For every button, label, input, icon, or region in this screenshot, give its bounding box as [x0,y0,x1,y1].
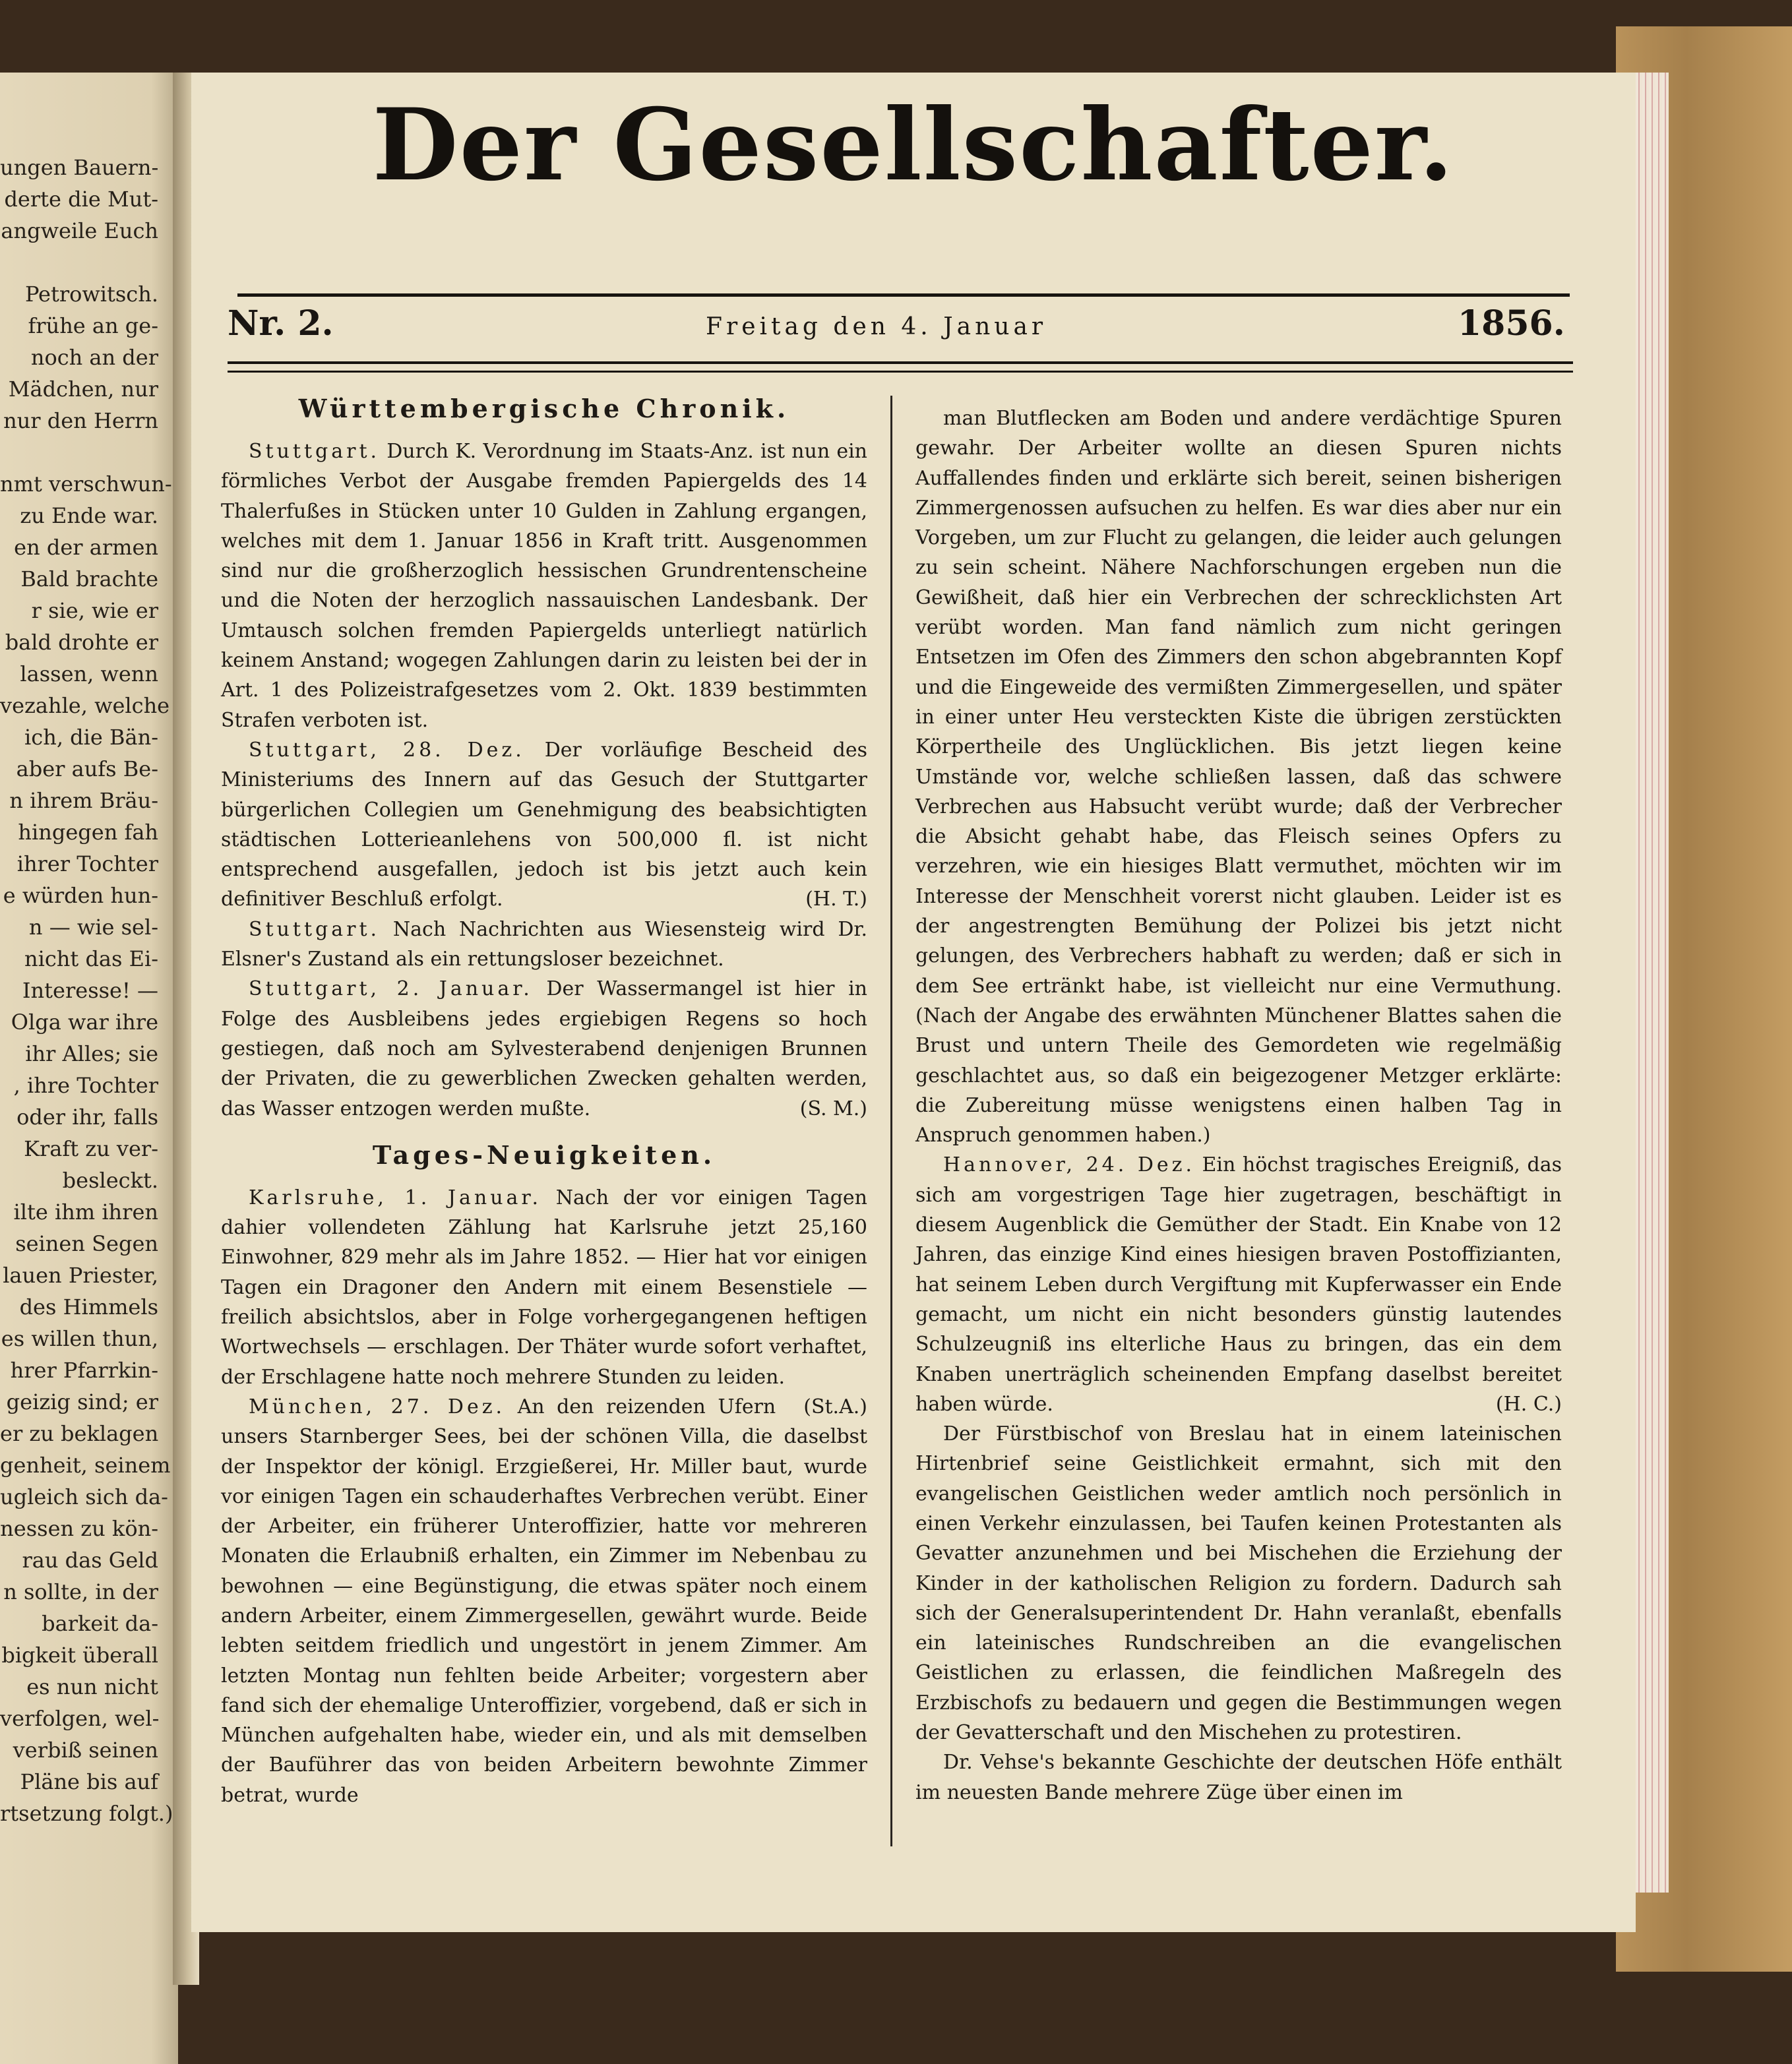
left-page-line: des Himmels [19,1294,158,1320]
article-paragraph [915,1747,1562,1807]
left-page-line: es nun nicht [26,1674,158,1699]
left-page-line [0,437,178,468]
article-paragraph [915,404,1562,1150]
left-page-line: bald drohte er [5,630,158,655]
dateline-place: Hannover, 24. Dez. [943,1153,1195,1177]
left-page-line: nmt verschwun- [0,471,172,497]
left-page [0,73,178,2064]
left-page-line: barkeit da- [42,1611,158,1636]
article-text: Der Fürstbischof von Breslau hat in einem lateinischen Hirtenbrief seine Geistlichkeit ermahnt, sich mit den evangelischen Geistlichen weder amtlich noch persönlich in einen Verkehr einzulassen, bei Taufen keinen Protestanten als Gevatter anzunehmen und bei Mischehen die Erziehung der Kinder in der katholischen Religion zu fordern. Dadurch sah sich der Generalsuperintendent Dr. Hahn veranlaßt, ebenfalls ein lateinisches Rundschreiben an die evangelischen Geistlichen zu erlassen, die feindlichen Maßregeln des Erzbischofs zu bedauern und gegen die Bestimmungen wegen der Gevatterschaft und den Mischehen zu protestiren. [915,1422,1562,1745]
article-text: Ein höchst tragisches Ereigniß, das sich am vorgestrigen Tage hier zugetragen, beschäftigt in diesem Augenblick die Gemüther der Stadt. Ein Knabe von 12 Jahren, das einzige Kind eines hiesigen braven Postoffizianten, hat seinem Leben durch Vergiftung mit Kupferwasser ein Ende gemacht, um nicht ein nicht besonders günstig lautendes Schulzeugniß ins elterliche Haus zu bringen, das ein dem Knaben unerträglich scheinenden Empfang daselbst bereitet haben würde. [915,1153,1562,1416]
left-page-line: Pläne bis auf [20,1769,158,1794]
left-page-line: er zu beklagen [0,1421,159,1446]
left-page-line: Mädchen, nur [8,377,158,402]
dateline-place: Stuttgart, 2. Januar. [249,977,533,1001]
column-right [915,404,1562,1807]
dateline-rule-top [228,361,1573,364]
left-page-line: seinen Segen [15,1231,158,1256]
left-page-line: oder ihr, falls [16,1105,158,1130]
article-text: Dr. Vehse's bekannte Geschichte der deutschen Höfe enthält im neuesten Bande mehrere Züge über einen im [915,1751,1562,1804]
left-page-line: Interesse! — [22,978,158,1003]
article-source: (H. T.) [805,888,867,911]
left-page-line: ihrer Tochter [16,851,158,876]
left-page-line: bigkeit überall [1,1643,158,1668]
left-page-line: es willen thun, [1,1326,158,1351]
article-paragraph [221,735,867,915]
issue-number: Nr. 2. [228,303,334,344]
column-left [221,389,867,1810]
left-page-line: Kraft zu ver- [24,1136,158,1161]
masthead-title: Der Gesellschafter. [372,87,1455,203]
left-page-line: Olga war ihre [11,1010,158,1035]
left-page-line: rau das Geld [22,1548,158,1573]
left-page-line: en der armen [14,535,158,560]
left-page-line: verfolgen, wel- [0,1706,160,1731]
dateline-place: Karlsruhe, 1. Januar. [249,1186,542,1209]
left-page-line: hingegen fah [18,820,158,845]
article-text: Der vorläufige Bescheid des Ministeriums des Innern auf das Gesuch der Stuttgarter bürgerlichen Collegien um Genehmigung des beabsichtigten städtischen Lotterieanlehens von 500,000 fl. ist nicht entsprechend ausgefallen, jedoch ist bis jetzt auch kein definitiver Beschluß erfolgt. [221,738,867,911]
left-page-line: rtsetzung folgt.) [0,1801,173,1826]
left-page-line: ihr Alles; sie [25,1041,158,1066]
article-text: An den reizenden Ufern unsers Starnberger Sees, bei der schönen Villa, die daselbst der Inspektor der königl. Erzgießerei, Hr. Miller baut, wurde vor einigen Tagen ein schauderhaftes Verbrechen verübt. Einer der Arbeiter, ein früherer Unteroffizier, hatte vor mehreren Monaten die Erlaubniß erhalten, ein Zimmer im Nebenbau zu bewohnen — eine Begünstigung, die etwas später noch einem andern Arbeiter, einem Zimmergesellen, gewährt wurde. Beide lebten seitdem friedlich und ungestört in jenem Zimmer. Am letzten Montag nun fehlten beide Arbeiter; vorgestern aber fand sich der ehemalige Unteroffizier, vorgebend, daß er sich in München aufgehalten habe, wieder ein, und als mit demselben der Bauführer das von beiden Arbeitern bewohnte Zimmer betrat, wurde [221,1395,867,1807]
dateline-place: München, 27. Dez. [249,1395,506,1418]
left-page-line: nur den Herrn [3,408,158,433]
dateline-rule-bottom [228,371,1573,373]
left-page-line: frühe an ge- [28,313,158,338]
dateline-place: Stuttgart. [249,440,381,463]
article-text: man Blutflecken am Boden und andere verdächtige Spuren gewahr. Der Arbeiter wollte an diesen Spuren nichts Auffallendes finden und erklärte sich bereit, seinen bisherigen Zimmergenossen aufsuchen zu helfen. Es war dies aber nur ein Vorgeben, um zur Flucht zu gelangen, die leider auch gelungen zu sein scheint. Nähere Nachforschungen ergeben nun die Gewißheit, daß hier ein Verbrechen der schrecklichsten Art verübt worden. Man fand nämlich zum nicht geringen Entsetzen im Ofen des Zimmers den schon abgebrannten Kopf und die Eingeweide des vermißten Zimmergesellen, und später in einer unter Heu versteckten Kiste die übrigen zerstückten Körpertheile des Unglücklichen. Bis jetzt liegen keine Umstände vor, welche schließen lassen, daß das schwere Verbrechen aus Habsucht verübt wurde; daß der Verbrecher die Absicht gehabt habe, das Fleisch seines Opfers zu verzehren, wie ein hiesiges Blatt vermuthet, möchten wir im Interesse der Menschheit vorerst nicht glauben. Leider ist es der angestrengten Bemühung der Polizei bis jetzt nicht gelungen, des Verbrechers habhaft zu werden; daß er sich in dem See ertränkt habe, ist vielleicht nur eine Vermuthung. (Nach der Angabe des erwähnten Münchener Blattes sahen die Brust und untern Theile des Gemordeten wie regelmäßig geschlachtet aus, so daß ein beigezogener Metzger erklärte: die Zubereitung müsse wenigstens einen halben Tag in Anspruch genommen haben.) [915,407,1562,1147]
left-page-line: hrer Pfarrkin- [10,1358,158,1383]
left-page-line [0,247,178,278]
article-text: Nach Nachrichten aus Wiesensteig wird Dr. Elsner's Zustand als ein rettungsloser bezeichnet. [221,917,867,971]
left-page-line: ich, die Bän- [24,725,158,750]
left-page-line: r sie, wie er [31,598,158,623]
left-page-line: lauen Priester, [3,1263,158,1288]
article-source: (H. C.) [1495,1392,1562,1416]
article-text: Nach der vor einigen Tagen dahier vollendeten Zählung hat Karlsruhe jetzt 25,160 Einwohner, 829 mehr als im Jahre 1852. — Hier hat vor einigen Tagen ein Dragoner den Andern mit einem Besenstiele — freilich absichtslos, aber in Folge vorhergegangenen heftigen Wortwechsels — erschlagen. Der Thäter wurde sofort verhaftet, der Erschlagene hatte noch mehrere Stunden zu leiden. [221,1186,867,1389]
left-page-line: angweile Euch [1,218,158,243]
left-page-line: n — wie sel- [28,915,158,940]
left-page-line: n sollte, in der [3,1579,158,1604]
article-text: Durch K. Verordnung im Staats-Anz. ist nun ein förmliches Verbot der Ausgabe fremden Papiergelds des 14 Thalerfußes in Stücken unter 10 Gulden in Zahlung ergangen, welches mit dem 1. Januar 1856 in Kraft tritt. Ausgenommen sind nur die großherzoglich hessischen Grundrentenscheine und die Noten der herzoglich nassauischen Landesbank. Der Umtausch solchen fremden Papiergelds unterliegt natürlich keinem Anstand; wogegen Zahlungen darin zu leisten bei der in Art. 1 des Polizeistrafgesetzes vom 2. Okt. 1839 bestimmten Strafen verboten ist. [221,440,867,732]
left-page-line: Petrowitsch. [24,282,158,307]
section-heading-chronik: Württembergische Chronik. [298,394,790,423]
left-page-line: ugleich sich da- [0,1484,168,1509]
left-page-line: genheit, seinem [0,1453,171,1478]
left-page-line: zu Ende war. [20,503,158,528]
article-paragraph [221,915,867,975]
article-source: (St.A.) [803,1395,867,1418]
section-heading-tagesneuigkeiten: Tages-Neuigkeiten. [372,1139,716,1170]
left-page-line: nicht das Ei- [24,946,158,971]
left-page-line: ilte ihm ihren [13,1199,158,1225]
article-text: Der Wassermangel ist hier in Folge des Ausbleibens jedes ergiebigen Regens so hoch gestiegen, daß noch am Sylvesterabend denjenigen Brunnen der Privaten, die zu gewerblichen Zwecken gehalten werden, das Wasser entzogen werden mußte. [221,977,867,1120]
article-paragraph [221,437,867,735]
article-paragraph [915,1419,1562,1747]
column-divider [890,396,892,1846]
dateline-place: Stuttgart. [249,917,381,941]
left-page-line: nessen zu kön- [0,1516,158,1541]
left-page-line: aber aufs Be- [16,756,158,781]
article-paragraph [221,974,867,1123]
issue-year: 1856. [1458,303,1565,344]
left-page-line: vezahle, welche [0,693,170,718]
masthead-rule [237,293,1570,297]
left-page-line: n ihrem Bräu- [9,788,158,813]
left-page-line: geizig sind; er [6,1389,158,1414]
left-page-line: lassen, wenn [20,661,158,686]
left-page-line: e würden hun- [3,883,158,908]
issue-date: Freitag den 4. Januar [706,313,1047,340]
article-paragraph [915,1150,1562,1419]
left-page-line: ungen Bauern- [0,155,159,180]
left-page-line: noch an der [30,345,158,370]
left-page-line: , ihre Tochter [13,1073,158,1098]
article-paragraph [221,1392,867,1810]
left-page-line: besleckt. [62,1168,158,1193]
article-source: (S. M.) [799,1097,867,1120]
left-page-line: Bald brachte [20,566,158,592]
dateline-place: Stuttgart, 28. Dez. [249,738,525,762]
left-page-line: verbiß seinen [13,1738,158,1763]
left-page-line: derte die Mut- [4,187,158,212]
